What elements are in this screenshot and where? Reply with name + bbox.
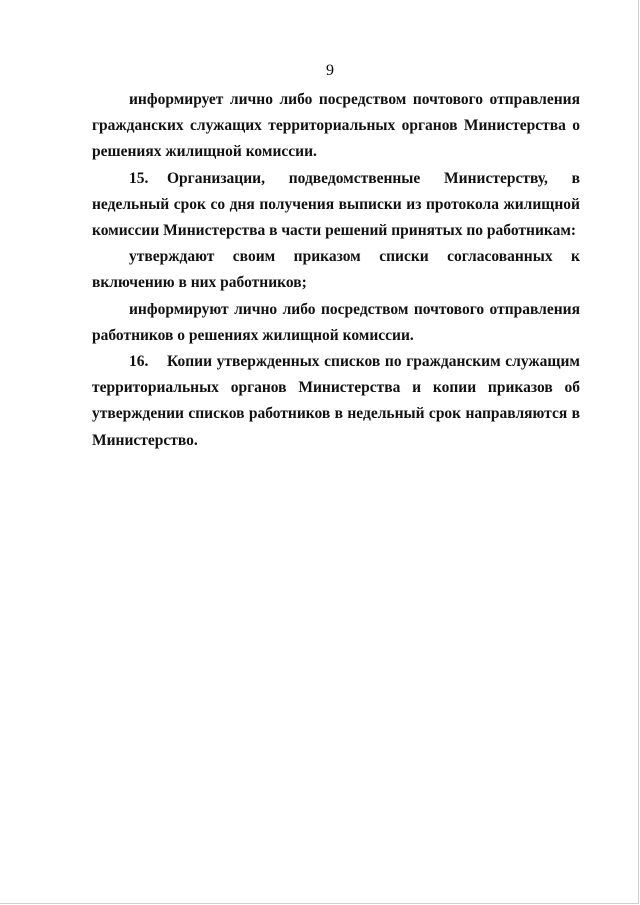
paragraph-approve-lists xyxy=(92,244,580,296)
page-number: 9 xyxy=(326,62,334,79)
paragraph-number: 15. xyxy=(129,169,149,187)
paragraph-informs-civil-servants xyxy=(92,87,580,166)
paragraph-16 xyxy=(92,349,580,454)
document-body xyxy=(92,87,580,454)
paragraph-text: Организации, подведомственные Министерству, в недельный срок со дня получения выписки из протокола жилищной комиссии Министерства в части решений принятых по работникам: xyxy=(92,169,580,240)
paragraph-text: утверждают своим приказом списки согласованных к включению в них работников; xyxy=(92,248,580,292)
paragraph-inform-employees xyxy=(92,297,580,349)
paragraph-number: 16. xyxy=(129,353,149,371)
paragraph-15 xyxy=(92,166,580,245)
paragraph-text: Копии утвержденных списков по гражданским служащим территориальных органов Министерства и копии приказов об утверждении списков работников в недельный срок направляются в Министерство. xyxy=(92,353,580,449)
paragraph-text: информирует лично либо посредством почтового отправления гражданских служащих территориальных органов Министерства о решениях жилищной комиссии. xyxy=(92,91,580,161)
paragraph-text: информируют лично либо посредством почтового отправления работников о решениях жилищной комиссии. xyxy=(92,300,580,344)
